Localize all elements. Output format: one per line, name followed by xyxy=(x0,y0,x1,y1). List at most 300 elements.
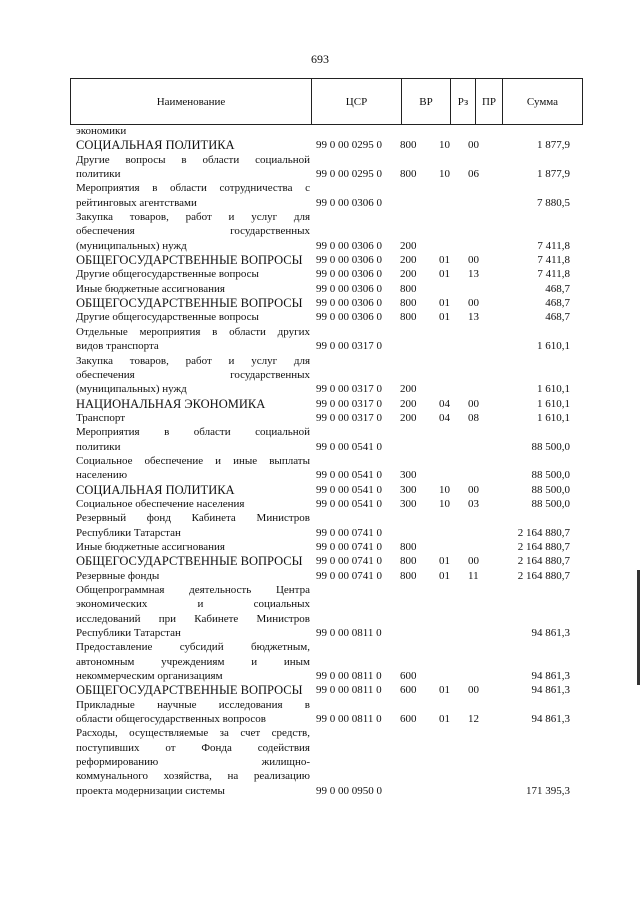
row-csr-value: 99 0 00 0541 0 xyxy=(316,483,382,496)
row-csr xyxy=(310,698,398,727)
table-row xyxy=(70,253,590,267)
row-vr xyxy=(398,296,437,310)
row-csr-value: 99 0 00 0811 0 xyxy=(316,684,382,697)
row-name xyxy=(70,497,310,511)
row-vr xyxy=(398,210,437,253)
row-name xyxy=(70,153,310,182)
row-vr xyxy=(398,454,437,483)
row-rz-value: 10 xyxy=(439,483,450,496)
row-csr-value: 99 0 00 0950 0 xyxy=(316,784,382,797)
row-vr-value: 800 xyxy=(400,569,417,582)
row-csr xyxy=(310,540,398,554)
row-name xyxy=(70,511,310,540)
row-csr xyxy=(310,354,398,397)
row-vr xyxy=(398,683,437,697)
row-name-line: коммунального хозяйства, на реализацию xyxy=(76,770,310,783)
row-name-line: Расходы, осуществляемые за счет средств, xyxy=(76,727,310,740)
row-pr xyxy=(468,454,496,483)
row-sum xyxy=(496,683,570,697)
row-csr xyxy=(310,138,398,152)
row-vr xyxy=(398,124,437,138)
row-rz xyxy=(437,454,468,483)
row-vr xyxy=(398,483,437,497)
row-vr-value: 800 xyxy=(400,282,417,295)
row-sum xyxy=(496,554,570,568)
row-csr-value: 99 0 00 0741 0 xyxy=(316,526,382,539)
row-rz xyxy=(437,397,468,411)
row-csr xyxy=(310,497,398,511)
row-rz xyxy=(437,554,468,568)
row-sum-value: 2 164 880,7 xyxy=(517,555,570,568)
row-name-line: Предоставление субсидий бюджетным, xyxy=(76,641,310,654)
row-pr xyxy=(468,310,496,324)
row-csr-value: 99 0 00 0306 0 xyxy=(316,268,382,281)
row-csr xyxy=(310,554,398,568)
row-vr xyxy=(398,282,437,296)
row-name xyxy=(70,325,310,354)
row-sum xyxy=(496,310,570,324)
row-vr-value: 300 xyxy=(400,497,417,510)
row-csr xyxy=(310,210,398,253)
table-row xyxy=(70,683,590,697)
row-name xyxy=(70,354,310,397)
row-pr xyxy=(468,583,496,640)
row-rz-value: 10 xyxy=(439,168,450,181)
row-rz-value: 01 xyxy=(439,555,450,568)
row-csr-value: 99 0 00 0306 0 xyxy=(316,282,382,295)
row-csr-value: 99 0 00 0306 0 xyxy=(316,311,382,324)
row-sum xyxy=(496,253,570,267)
row-name-line: некоммерческим организациям xyxy=(76,670,223,683)
row-sum-value: 468,7 xyxy=(545,282,570,295)
row-csr xyxy=(310,454,398,483)
table-row xyxy=(70,698,590,727)
row-rz xyxy=(437,540,468,554)
row-name xyxy=(70,698,310,727)
row-csr xyxy=(310,124,398,138)
row-vr-value: 200 xyxy=(400,239,417,252)
table-row xyxy=(70,310,590,324)
row-sum xyxy=(496,181,570,210)
row-name-line: СОЦИАЛЬНАЯ ПОЛИТИКА xyxy=(76,482,235,497)
row-vr-value: 800 xyxy=(400,168,417,181)
row-vr-value: 600 xyxy=(400,670,417,683)
row-vr xyxy=(398,569,437,583)
row-name xyxy=(70,397,310,411)
row-sum xyxy=(496,483,570,497)
row-csr-value: 99 0 00 0541 0 xyxy=(316,440,382,453)
row-vr-value: 300 xyxy=(400,483,417,496)
row-sum-value: 7 411,8 xyxy=(537,239,570,252)
row-name-line: обеспечения государственных xyxy=(76,368,310,381)
row-name-line: Другие общегосударственные вопросы xyxy=(76,268,259,281)
row-vr xyxy=(398,397,437,411)
row-sum xyxy=(496,425,570,454)
row-pr xyxy=(468,210,496,253)
row-csr xyxy=(310,726,398,798)
row-pr xyxy=(468,683,496,697)
row-pr-value: 08 xyxy=(468,411,479,424)
row-name xyxy=(70,210,310,253)
row-rz xyxy=(437,153,468,182)
row-vr xyxy=(398,138,437,152)
row-pr xyxy=(468,569,496,583)
row-csr xyxy=(310,483,398,497)
row-sum xyxy=(496,640,570,683)
row-csr-value: 99 0 00 0317 0 xyxy=(316,383,382,396)
row-csr-value: 99 0 00 0317 0 xyxy=(316,340,382,353)
row-name-line: рейтинговых агентствами xyxy=(76,196,197,209)
table-row xyxy=(70,726,590,798)
row-name-line: Закупка товаров, работ и услуг для xyxy=(76,354,310,367)
row-rz-value: 01 xyxy=(439,569,450,582)
row-rz-value: 10 xyxy=(439,497,450,510)
row-rz xyxy=(437,124,468,138)
table-row xyxy=(70,210,590,253)
table-row xyxy=(70,138,590,152)
row-csr-value: 99 0 00 0741 0 xyxy=(316,569,382,582)
row-rz xyxy=(437,296,468,310)
row-name-line: Другие вопросы в области социальной xyxy=(76,153,310,166)
row-pr xyxy=(468,483,496,497)
row-vr xyxy=(398,253,437,267)
row-sum-value: 88 500,0 xyxy=(531,440,570,453)
table-row xyxy=(70,411,590,425)
row-vr xyxy=(398,540,437,554)
row-pr-value: 13 xyxy=(468,268,479,281)
header-rz: Рз xyxy=(450,79,475,124)
row-vr-value: 800 xyxy=(400,555,417,568)
row-sum xyxy=(496,296,570,310)
row-sum-value: 1 610,1 xyxy=(537,383,570,396)
row-name-line: ОБЩЕГОСУДАРСТВЕННЫЕ ВОПРОСЫ xyxy=(76,253,303,268)
table-row xyxy=(70,511,590,540)
row-csr xyxy=(310,425,398,454)
row-sum-value: 94 861,3 xyxy=(531,684,570,697)
row-pr-value: 11 xyxy=(468,569,479,582)
table-row xyxy=(70,296,590,310)
row-name xyxy=(70,310,310,324)
row-csr xyxy=(310,153,398,182)
row-pr-value: 00 xyxy=(468,397,479,410)
row-pr xyxy=(468,282,496,296)
row-vr xyxy=(398,267,437,281)
row-pr xyxy=(468,397,496,411)
row-rz xyxy=(437,583,468,640)
row-name-line: Социальное обеспечение и иные выплаты xyxy=(76,454,310,467)
row-sum xyxy=(496,138,570,152)
table-row xyxy=(70,483,590,497)
row-rz-value: 01 xyxy=(439,268,450,281)
row-vr-value: 600 xyxy=(400,713,417,726)
row-sum xyxy=(496,282,570,296)
row-name-line: СОЦИАЛЬНАЯ ПОЛИТИКА xyxy=(76,138,235,153)
row-name xyxy=(70,253,310,267)
row-rz xyxy=(437,483,468,497)
row-name-line: области общегосударственных вопросов xyxy=(76,713,266,726)
row-name xyxy=(70,726,310,798)
row-rz xyxy=(437,354,468,397)
row-name-line: поступивших от Фонда содействия xyxy=(76,741,310,754)
row-rz xyxy=(437,726,468,798)
row-pr xyxy=(468,124,496,138)
row-sum xyxy=(496,497,570,511)
row-sum xyxy=(496,153,570,182)
row-csr-value: 99 0 00 0317 0 xyxy=(316,397,382,410)
row-name-line: ОБЩЕГОСУДАРСТВЕННЫЕ ВОПРОСЫ xyxy=(76,683,303,698)
row-rz xyxy=(437,640,468,683)
row-vr xyxy=(398,354,437,397)
row-pr xyxy=(468,554,496,568)
row-vr-value: 200 xyxy=(400,397,417,410)
row-name xyxy=(70,483,310,497)
row-pr xyxy=(468,540,496,554)
row-name-line: Транспорт xyxy=(76,411,126,424)
row-name xyxy=(70,267,310,281)
row-rz xyxy=(437,698,468,727)
row-name-line: Прикладные научные исследования в xyxy=(76,698,310,711)
table-row xyxy=(70,267,590,281)
row-pr xyxy=(468,181,496,210)
row-csr xyxy=(310,296,398,310)
budget-table-body xyxy=(70,124,590,798)
row-sum xyxy=(496,210,570,253)
row-csr xyxy=(310,310,398,324)
row-name-line: ОБЩЕГОСУДАРСТВЕННЫЕ ВОПРОСЫ xyxy=(76,296,303,311)
row-csr-value: 99 0 00 0541 0 xyxy=(316,469,382,482)
row-pr-value: 00 xyxy=(468,297,479,310)
row-pr xyxy=(468,640,496,683)
row-name-line: исследований при Кабинете Министров xyxy=(76,612,310,625)
row-pr-value: 03 xyxy=(468,497,479,510)
row-pr-value: 12 xyxy=(468,713,479,726)
row-rz-value: 01 xyxy=(439,713,450,726)
row-rz-value: 04 xyxy=(439,411,450,424)
row-sum-value: 7 411,8 xyxy=(537,268,570,281)
row-name-line: Мероприятия в области сотрудничества с xyxy=(76,182,310,195)
row-name-line: ОБЩЕГОСУДАРСТВЕННЫЕ ВОПРОСЫ xyxy=(76,554,303,569)
row-pr-value: 00 xyxy=(468,254,479,267)
row-csr xyxy=(310,411,398,425)
row-rz xyxy=(437,181,468,210)
table-row xyxy=(70,569,590,583)
row-name-line: Другие общегосударственные вопросы xyxy=(76,311,259,324)
row-csr-value: 99 0 00 0541 0 xyxy=(316,497,382,510)
row-name-line: НАЦИОНАЛЬНАЯ ЭКОНОМИКА xyxy=(76,396,266,411)
row-csr-value: 99 0 00 0741 0 xyxy=(316,540,382,553)
table-row xyxy=(70,583,590,640)
row-pr xyxy=(468,497,496,511)
row-csr xyxy=(310,683,398,697)
row-name xyxy=(70,181,310,210)
row-csr-value: 99 0 00 0741 0 xyxy=(316,555,382,568)
row-pr xyxy=(468,296,496,310)
table-row xyxy=(70,153,590,182)
row-csr-value: 99 0 00 0317 0 xyxy=(316,411,382,424)
row-csr-value: 99 0 00 0811 0 xyxy=(316,627,382,640)
row-csr xyxy=(310,640,398,683)
row-pr-value: 00 xyxy=(468,483,479,496)
row-pr xyxy=(468,267,496,281)
row-sum xyxy=(496,511,570,540)
row-vr-value: 800 xyxy=(400,540,417,553)
row-pr xyxy=(468,253,496,267)
row-sum-value: 468,7 xyxy=(545,297,570,310)
row-csr-value: 99 0 00 0295 0 xyxy=(316,139,382,152)
row-vr xyxy=(398,640,437,683)
row-pr-value: 06 xyxy=(468,168,479,181)
row-name-line: Общепрограммная деятельность Центра xyxy=(76,584,310,596)
row-vr xyxy=(398,181,437,210)
row-csr xyxy=(310,511,398,540)
row-rz-value: 01 xyxy=(439,254,450,267)
row-rz xyxy=(437,310,468,324)
row-rz xyxy=(437,411,468,425)
table-row xyxy=(70,181,590,210)
row-vr-value: 200 xyxy=(400,411,417,424)
row-vr-value: 600 xyxy=(400,684,417,697)
row-sum-value: 2 164 880,7 xyxy=(517,540,570,553)
table-row xyxy=(70,282,590,296)
row-name-line: Иные бюджетные ассигнования xyxy=(76,282,225,295)
row-sum-value: 1 877,9 xyxy=(537,139,570,152)
row-pr xyxy=(468,698,496,727)
row-csr xyxy=(310,282,398,296)
row-pr xyxy=(468,511,496,540)
row-vr xyxy=(398,726,437,798)
row-pr xyxy=(468,425,496,454)
row-sum-value: 88 500,0 xyxy=(531,497,570,510)
row-name-line: обеспечения государственных xyxy=(76,225,310,238)
row-vr-value: 300 xyxy=(400,469,417,482)
row-vr xyxy=(398,325,437,354)
row-name xyxy=(70,540,310,554)
row-name-line: видов транспорта xyxy=(76,340,159,353)
row-rz xyxy=(437,210,468,253)
row-sum xyxy=(496,354,570,397)
row-vr-value: 800 xyxy=(400,297,417,310)
header-vr: ВР xyxy=(401,79,450,124)
row-csr xyxy=(310,583,398,640)
row-pr xyxy=(468,726,496,798)
row-name-line: Иные бюджетные ассигнования xyxy=(76,540,225,553)
row-sum-value: 94 861,3 xyxy=(531,670,570,683)
row-sum-value: 2 164 880,7 xyxy=(517,526,570,539)
row-name xyxy=(70,569,310,583)
row-rz-value: 01 xyxy=(439,297,450,310)
row-csr-value: 99 0 00 0306 0 xyxy=(316,196,382,209)
row-name-line: реформированию жилищно- xyxy=(76,756,310,769)
row-vr-value: 800 xyxy=(400,311,417,324)
row-pr-value: 00 xyxy=(468,139,479,152)
row-name xyxy=(70,138,310,152)
row-name-line: населению xyxy=(76,469,128,482)
row-name-line: Мероприятия в области социальной xyxy=(76,426,310,439)
row-rz xyxy=(437,497,468,511)
row-name-line: (муниципальных) нужд xyxy=(76,383,187,396)
table-row xyxy=(70,124,590,138)
row-name-line: Отдельные мероприятия в области других xyxy=(76,325,310,338)
row-rz xyxy=(437,569,468,583)
row-name-line: Резервный фонд Кабинета Министров xyxy=(76,512,310,525)
row-rz-value: 01 xyxy=(439,311,450,324)
row-sum-value: 468,7 xyxy=(545,311,570,324)
row-name-line: экономики xyxy=(76,125,127,137)
row-pr-value: 00 xyxy=(468,684,479,697)
table-row xyxy=(70,325,590,354)
row-name xyxy=(70,640,310,683)
row-pr xyxy=(468,138,496,152)
row-vr xyxy=(398,511,437,540)
row-rz xyxy=(437,325,468,354)
row-rz xyxy=(437,253,468,267)
row-sum xyxy=(496,325,570,354)
row-sum-value: 7 411,8 xyxy=(537,254,570,267)
row-name xyxy=(70,411,310,425)
row-csr xyxy=(310,267,398,281)
row-pr xyxy=(468,153,496,182)
header-name: Наименование xyxy=(156,95,226,108)
row-vr-value: 200 xyxy=(400,254,417,267)
row-sum xyxy=(496,698,570,727)
row-name xyxy=(70,282,310,296)
row-vr-value: 800 xyxy=(400,139,417,152)
table-row xyxy=(70,454,590,483)
row-rz xyxy=(437,282,468,296)
row-sum-value: 1 610,1 xyxy=(537,411,570,424)
row-name-line: политики xyxy=(76,168,121,181)
table-row xyxy=(70,540,590,554)
header-pr: ПР xyxy=(475,79,502,124)
row-name-line: проекта модернизации системы xyxy=(76,784,225,797)
row-name xyxy=(70,554,310,568)
row-rz-value: 01 xyxy=(439,684,450,697)
row-sum-value: 7 880,5 xyxy=(537,196,570,209)
row-vr xyxy=(398,153,437,182)
row-name-line: Республики Татарстан xyxy=(76,627,181,640)
row-pr-value: 00 xyxy=(468,555,479,568)
row-vr xyxy=(398,583,437,640)
row-sum xyxy=(496,124,570,138)
row-sum-value: 88 500,0 xyxy=(531,483,570,496)
row-rz xyxy=(437,425,468,454)
row-csr-value: 99 0 00 0306 0 xyxy=(316,239,382,252)
row-vr xyxy=(398,497,437,511)
row-vr xyxy=(398,698,437,727)
row-sum-value: 2 164 880,7 xyxy=(517,569,570,582)
row-name xyxy=(70,454,310,483)
row-sum-value: 88 500,0 xyxy=(531,469,570,482)
row-pr xyxy=(468,354,496,397)
row-vr-value: 200 xyxy=(400,268,417,281)
row-name-line: Социальное обеспечение населения xyxy=(76,497,245,510)
row-sum-value: 1 610,1 xyxy=(537,397,570,410)
row-name-line: (муниципальных) нужд xyxy=(76,239,187,252)
row-sum xyxy=(496,726,570,798)
table-row xyxy=(70,554,590,568)
row-csr-value: 99 0 00 0811 0 xyxy=(316,670,382,683)
row-sum-value: 171 395,3 xyxy=(526,784,570,797)
row-csr-value: 99 0 00 0306 0 xyxy=(316,297,382,310)
row-name-line: Закупка товаров, работ и услуг для xyxy=(76,211,310,224)
table-row xyxy=(70,640,590,683)
row-csr xyxy=(310,325,398,354)
row-csr xyxy=(310,569,398,583)
header-csr: ЦСР xyxy=(311,79,401,124)
row-csr xyxy=(310,397,398,411)
row-vr xyxy=(398,411,437,425)
row-name xyxy=(70,425,310,454)
